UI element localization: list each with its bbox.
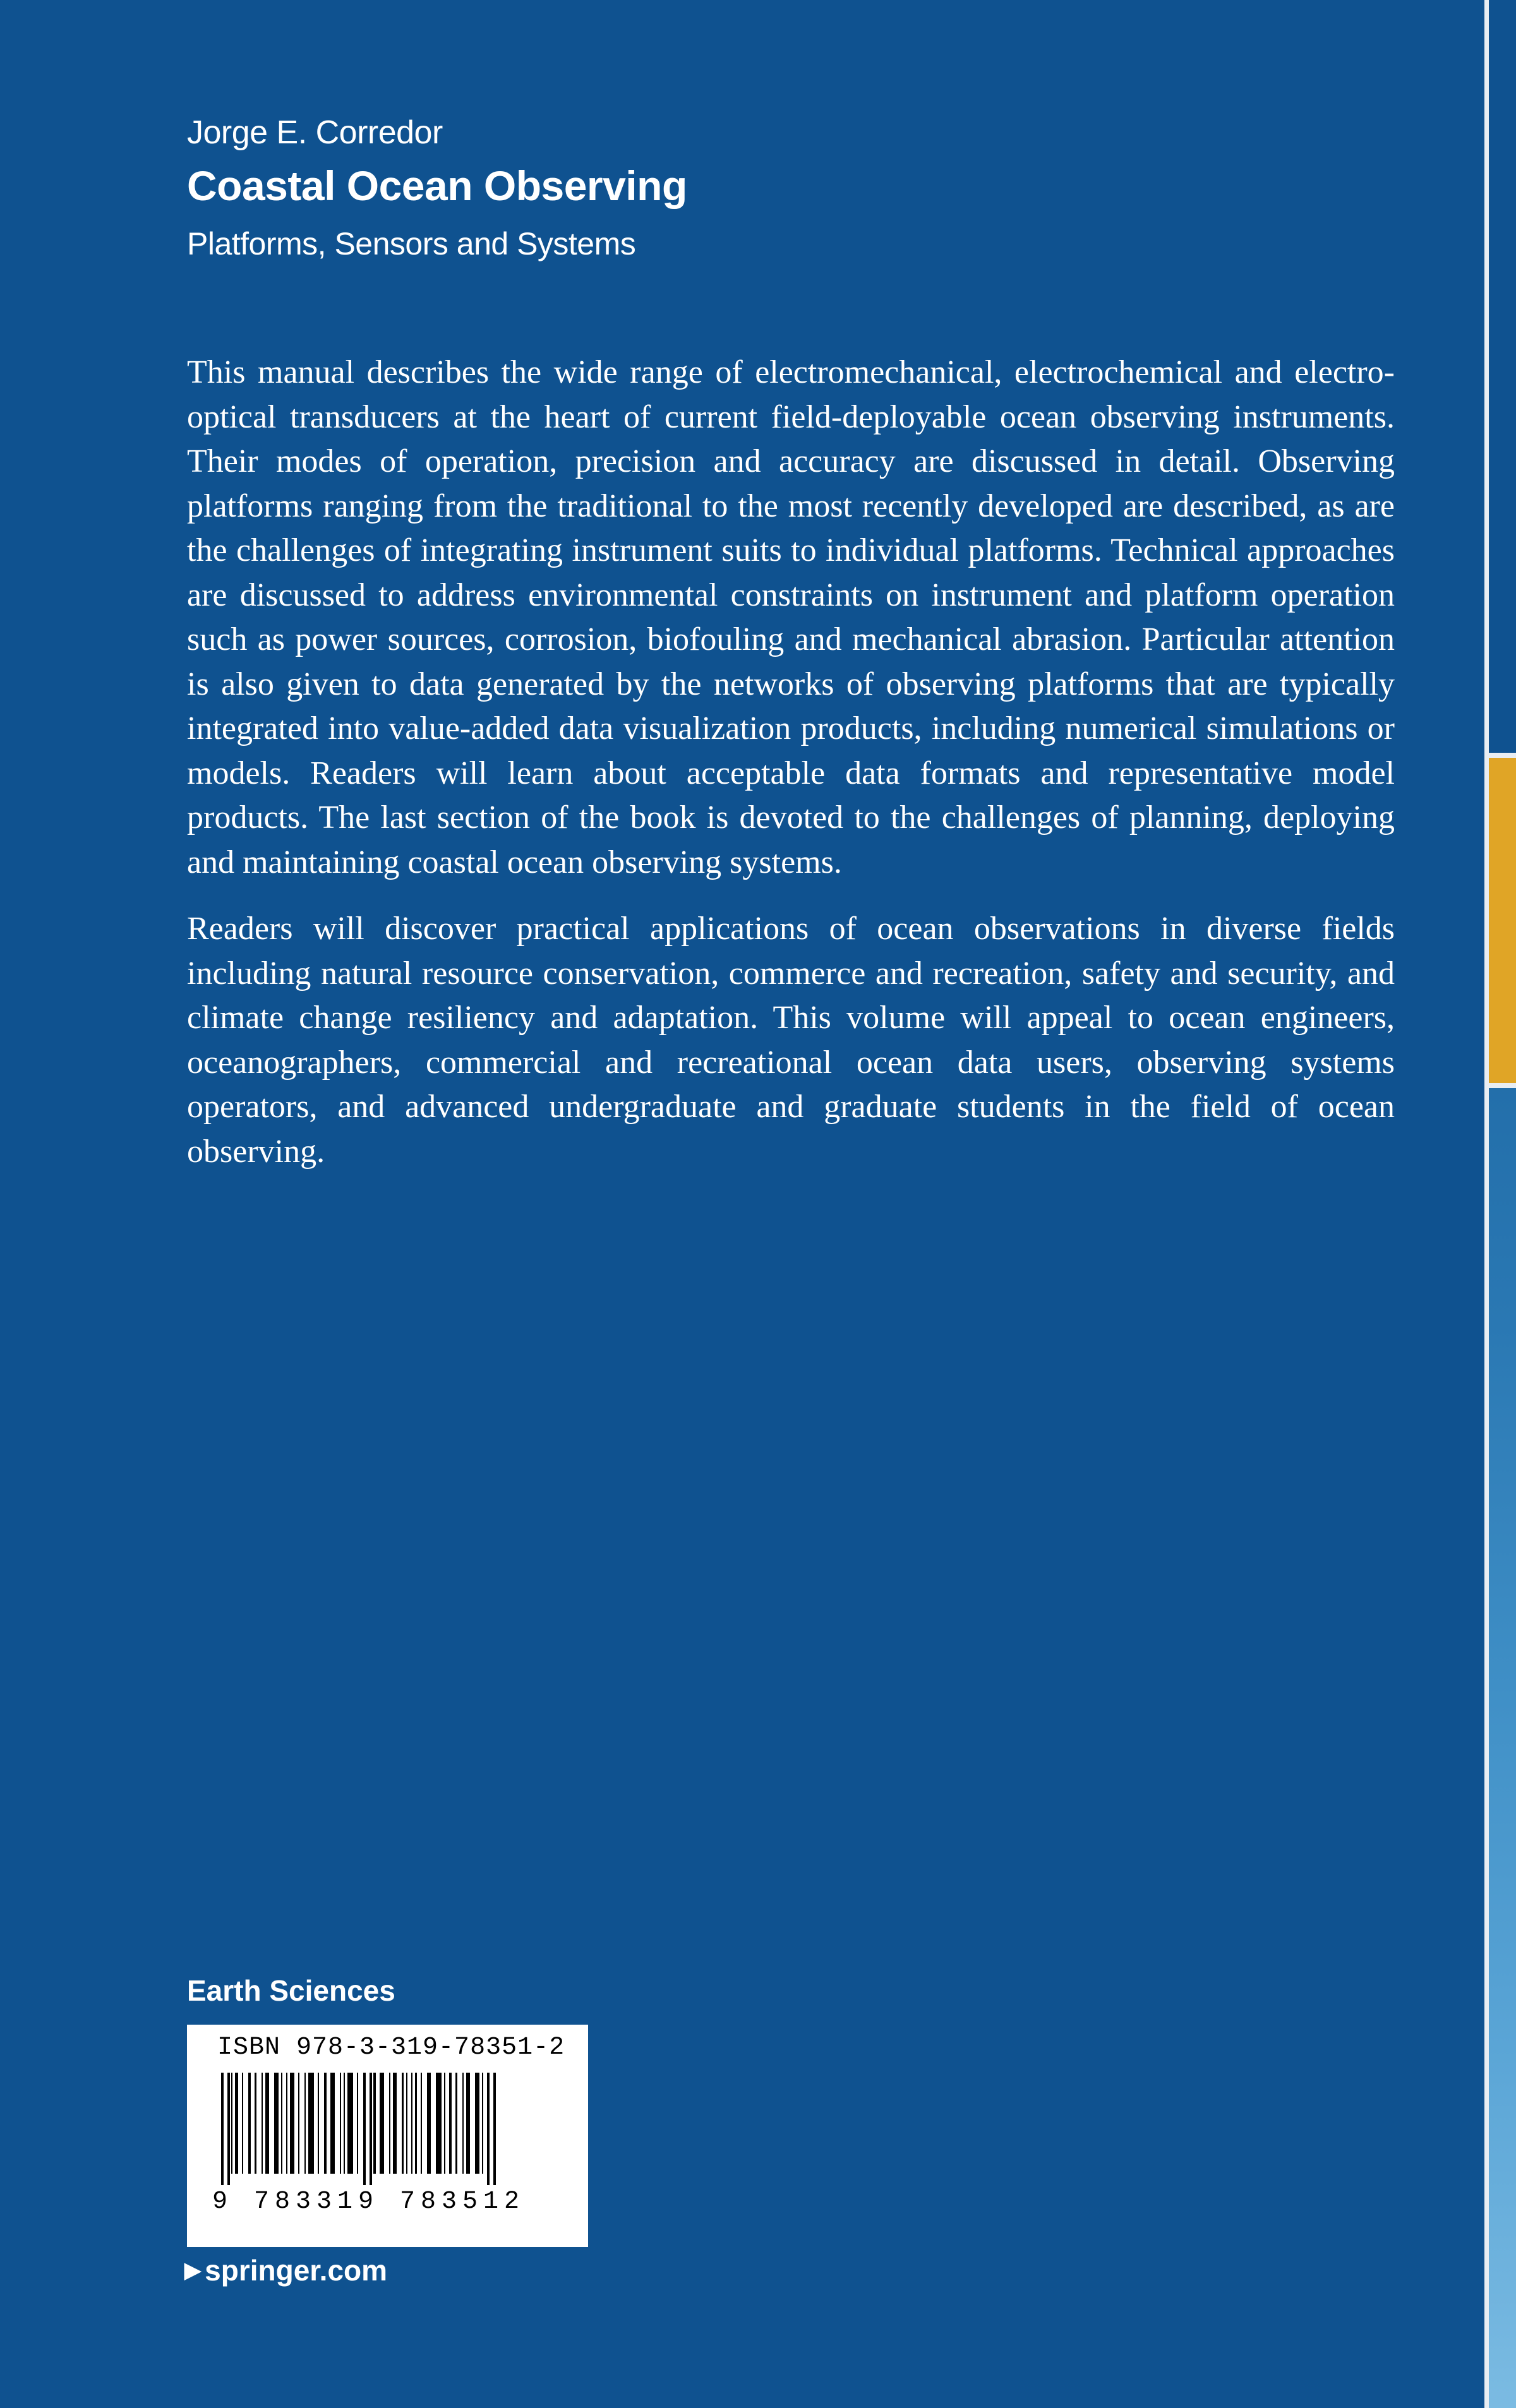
barcode-icon [219,2073,560,2185]
publisher-website[interactable] [184,2253,387,2287]
book-description [187,350,1395,1196]
spine-edge [1484,0,1516,2408]
play-arrow-icon: ▶ [184,2258,202,2282]
isbn-barcode-box [187,2025,588,2247]
description-paragraph: Readers will discover practical applications of ocean observations in diverse fields including natural resource conservation, commerce and recreation, safety and security, and climate change resiliency and adaptation. This volume will appeal to ocean engineers, oceanographers, commercial and recreational ocean data users, observing systems operators, and advanced undergraduate and graduate students in the field of ocean observing. [187,911,1395,1170]
barcode-digits: 9 783319 783512 [212,2188,526,2216]
spine-divider [1484,0,1489,2408]
author-name: Jorge E. Corredor [187,114,443,151]
subject-category: Earth Sciences [187,1974,395,2007]
book-subtitle: Platforms, Sensors and Systems [187,226,636,261]
isbn-label: ISBN 978-3-319-78351-2 [217,2034,565,2062]
description-paragraph: This manual describes the wide range of electromechanical, electrochemical and electro-optical transducers at the heart of current field-deployable ocean observing instruments. Their modes of operation, precision and accuracy are discussed in detail. Observing platforms ranging from the traditional to the most recently developed are described, as are the challenges of integrating instrument suits to individual platforms. Technical approaches are discussed to address environmental constraints on instrument and platform operation such as power sources, corrosion, biofouling and mechanical abrasion. Particular attention is also given to data generated by the networks of observing platforms that are typically integrated into value-added data visualization products, including numerical simulations or models. Readers will learn about acceptable data formats and representative model products. The last section of the book is devoted to the challenges of planning, deploying and maintaining coastal ocean observing systems. [187,354,1395,880]
spine-divider [1489,753,1516,758]
website-label: springer.com [205,2254,388,2287]
spine-divider [1489,1083,1516,1088]
spine-accent-stripe [1489,758,1516,1083]
book-title: Coastal Ocean Observing [187,162,687,209]
